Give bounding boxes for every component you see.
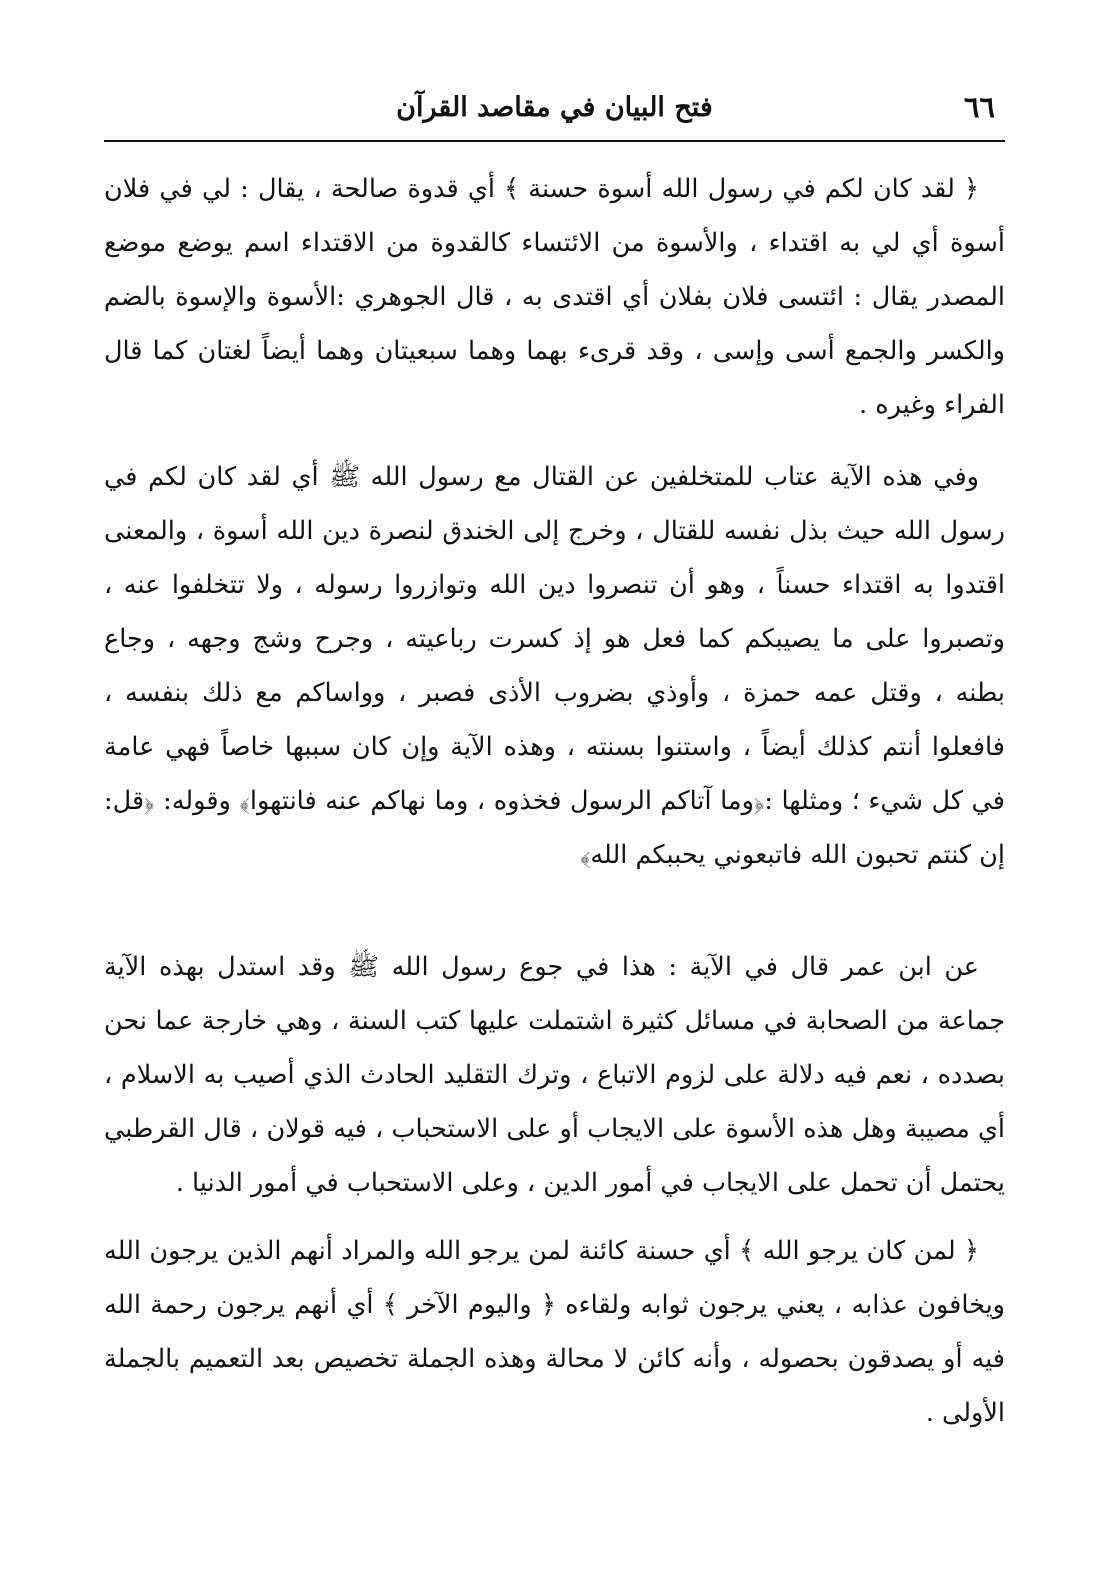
paragraph-1: ﴿ لقد كان لكم في رسول الله أسوة حسنة ﴾ أي قدوة صالحة ، يقال : لي في فلان أسوة أي لي به اقتداء ، والأسوة من الائتساء كالقدوة من الاقتداء اسم يوضع موضع المصدر يقال : ائتسى فلان بفلان أي اقتدى به ، قال الجوهري :الأسوة والإسوة بالضم والكسر والجمع أسى وإسى ، وقد قرىء بهما وهما سبعيتان وهما أيضاً لغتان كما قال الفراء وغيره . [104,174,1005,420]
page-number: ٦٦ [963,90,995,124]
header-divider [104,140,1005,142]
running-title: فتح البيان في مقاصد القرآن [396,92,713,123]
page-header [104,78,1005,142]
body-text [104,162,1005,1440]
paragraph-2: وفي هذه الآية عتاب للمتخلفين عن القتال مع رسول الله ﷺ أي لقد كان لكم في رسول الله حيث بذل نفسه للقتال ، وخرج إلى الخندق لنصرة دين الله أسوة ، والمعنى اقتدوا به اقتداء حسناً ، وهو أن تنصروا دين الله وتوازروا رسوله ، ولا تتخلفوا عنه ، وتصبروا على ما يصيبكم كما فعل هو إذ كسرت رباعيته ، وجرح وشج وجهه ، وجاع بطنه ، وقتل عمه حمزة ، وأوذي بضروب الأذى فصبر ، وواساكم مع ذلك بنفسه ، فافعلوا أنتم كذلك أيضاً ، واستنوا بسنته ، وهذه الآية وإن كان سببها خاصاً فهي عامة في كل شيء ؛ ومثلها :﴿وما آتاكم الرسول فخذوه ، وما نهاكم عنه فانتهوا﴾ وقوله: ﴿قل: إن كنتم تحبون الله فاتبعوني يحببكم الله﴾ [104,462,1005,870]
paragraph-3: عن ابن عمر قال في الآية : هذا في جوع رسول الله ﷺ وقد استدل بهذه الآية جماعة من الصحابة في مسائل كثيرة اشتملت عليها كتب السنة ، وهي خارجة عما نحن بصدده ، نعم فيه دلالة على لزوم الاتباع ، وترك التقليد الحادث الذي أصيب به الاسلام ، أي مصيبة وهل هذه الأسوة على الايجاب أو على الاستحباب ، فيه قولان ، قال القرطبي يحتمل أن تحمل على الايجاب في أمور الدين ، وعلى الاستحباب في أمور الدنيا . [104,952,1005,1198]
paragraph-4: ﴿ لمن كان يرجو الله ﴾ أي حسنة كائنة لمن يرجو الله والمراد أنهم الذين يرجون الله ويخافون عذابه ، يعني يرجون ثوابه ولقاءه ﴿ واليوم الآخر ﴾ أي أنهم يرجون رحمة الله فيه أو يصدقون بحصوله ، وأنه كائن لا محالة وهذه الجملة تخصيص بعد التعميم بالجملة الأولى . [104,1236,1005,1428]
